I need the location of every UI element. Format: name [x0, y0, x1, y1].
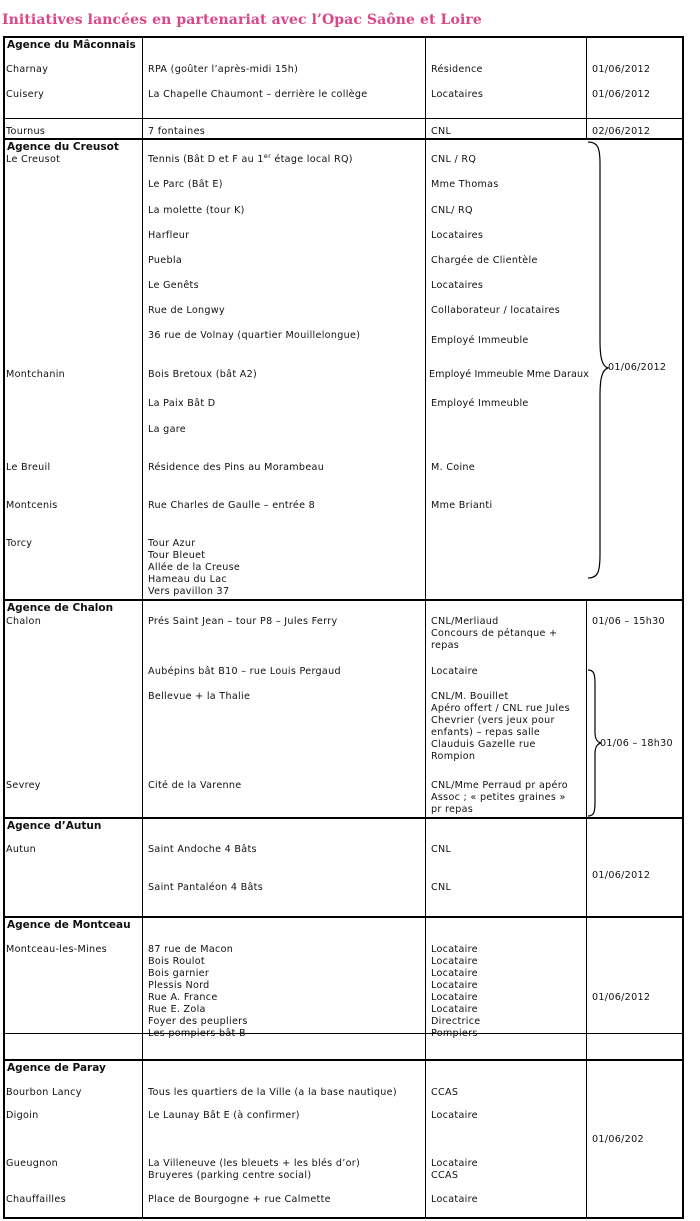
agency-heading-autun: Agence d’Autun [7, 820, 102, 832]
partner-cell: Employé Immeuble Mme Daraux [429, 369, 589, 380]
partner-cell: Assoc ; « petites graines » [431, 792, 566, 803]
partner-cell: repas [431, 640, 460, 651]
date-cell: 01/06/2012 [592, 64, 651, 75]
site-cell: Puebla [148, 255, 183, 266]
site-cell: Bois Roulot [148, 956, 205, 967]
partner-cell: enfants) – repas salle [431, 727, 541, 738]
site-cell: Hameau du Lac [148, 574, 227, 585]
partner-cell: Locataire [431, 666, 478, 677]
site-cell: 7 fontaines [148, 126, 206, 137]
partner-cell: CNL / RQ [431, 154, 477, 165]
section-divider [3, 1059, 684, 1061]
partner-cell: Locataires [431, 230, 484, 241]
partner-cell: Locataire [431, 1158, 478, 1169]
site-cell: Bois Bretoux (bât A2) [148, 369, 258, 380]
site-cell: Prés Saint Jean – tour P8 – Jules Ferry [148, 616, 338, 627]
partner-cell: Locataire [431, 944, 478, 955]
section-divider [3, 599, 684, 601]
partner-cell: CNL [431, 844, 452, 855]
partner-cell: CCAS [431, 1170, 459, 1181]
site-cell: Tous les quartiers de la Ville (a la base nautique) [148, 1087, 397, 1098]
date-cell: 01/06/2012 [592, 89, 651, 100]
place-cell: Sevrey [6, 780, 41, 791]
agency-heading-paray: Agence de Paray [7, 1062, 106, 1074]
site-cell: Rue de Longwy [148, 305, 225, 316]
partner-cell: Employé Immeuble [431, 398, 529, 409]
place-cell: Bourbon Lancy [6, 1087, 82, 1098]
site-cell: La Chapelle Chaumont – derrière le collège [148, 89, 368, 100]
site-cell: Cité de la Varenne [148, 780, 242, 791]
row-divider [3, 118, 684, 119]
site-cell: Rue Charles de Gaulle – entrée 8 [148, 500, 316, 511]
site-cell: Tour Bleuet [148, 550, 206, 561]
partner-cell: Clauduis Gazelle rue [431, 739, 536, 750]
partner-cell: Locataires [431, 89, 484, 100]
partner-cell: Mme Brianti [431, 500, 493, 511]
partner-cell: CNL [431, 126, 452, 137]
partner-cell: Locataire [431, 1110, 478, 1121]
site-cell: RPA (goûter l’après-midi 15h) [148, 64, 299, 75]
site-cell: Bruyeres (parking centre social) [148, 1170, 312, 1181]
date-cell: 01/06/202 [592, 1134, 644, 1145]
date-cell: 02/06/2012 [592, 126, 651, 137]
place-cell: Le Breuil [6, 462, 51, 473]
site-cell: Le Genêts [148, 280, 199, 291]
site-cell: Plessis Nord [148, 980, 210, 991]
curly-brace [586, 140, 616, 580]
agency-heading-chalon: Agence de Chalon [7, 602, 114, 614]
agency-heading-montceau: Agence de Montceau [7, 919, 131, 931]
site-cell: Rue E. Zola [148, 1004, 206, 1015]
place-cell: Gueugnon [6, 1158, 59, 1169]
place-cell: Le Creusot [6, 154, 61, 165]
date-cell: 01/06/2012 [592, 992, 651, 1003]
site-cell: Vers pavillon 37 [148, 586, 230, 597]
partner-cell: Locataire [431, 980, 478, 991]
column-divider [425, 37, 426, 1218]
date-cell: 01/06/2012 [592, 870, 651, 881]
place-cell: Cuisery [6, 89, 45, 100]
partner-cell: CNL [431, 882, 452, 893]
section-divider [3, 916, 684, 918]
column-divider [586, 37, 587, 140]
partner-cell: CNL/Merliaud [431, 616, 499, 627]
partner-cell: Employé Immeuble [431, 335, 529, 346]
date-cell: 01/06 – 15h30 [592, 616, 665, 627]
site-cell: Place de Bourgogne + rue Calmette [148, 1194, 331, 1205]
table-frame [3, 36, 684, 1219]
partner-cell: CNL/ RQ [431, 205, 473, 216]
place-cell: Digoin [6, 1110, 39, 1121]
partner-cell: Locataire [431, 956, 478, 967]
partner-cell: Apéro offert / CNL rue Jules [431, 703, 570, 714]
site-cell: Allée de la Creuse [148, 562, 241, 573]
partner-cell: Locataire [431, 992, 478, 1003]
site-cell: Rue A. France [148, 992, 218, 1003]
partner-cell: Locataire [431, 1194, 478, 1205]
site-cell: Tennis (Bât D et F au 1er étage local RQ) [148, 151, 353, 165]
site-cell: La Paix Bât D [148, 398, 216, 409]
partner-cell: Rompion [431, 751, 476, 762]
partner-cell: Mme Thomas [431, 179, 499, 190]
place-cell: Torcy [6, 538, 33, 549]
site-cell: Les pompiers bât B [148, 1028, 246, 1039]
site-cell: Bellevue + la Thalie [148, 691, 251, 702]
site-cell: Harfleur [148, 230, 190, 241]
partner-cell: Chevrier (vers jeux pour [431, 715, 555, 726]
partner-cell: CCAS [431, 1087, 459, 1098]
partner-cell: Locataire [431, 968, 478, 979]
date-cell: 01/06 – 18h30 [600, 738, 673, 749]
column-divider [142, 37, 143, 1218]
place-cell: Chalon [6, 616, 42, 627]
partner-cell: Directrice [431, 1016, 481, 1027]
site-cell: 36 rue de Volnay (quartier Mouillelongue) [148, 330, 361, 341]
partner-cell: Pompiers [431, 1028, 478, 1039]
place-cell: Montcenis [6, 500, 58, 511]
agency-heading-creusot: Agence du Creusot [7, 141, 119, 153]
place-cell: Charnay [6, 64, 49, 75]
place-cell: Montchanin [6, 369, 66, 380]
date-cell: 01/06/2012 [608, 362, 667, 373]
site-cell: Le Launay Bât E (à confirmer) [148, 1110, 300, 1121]
place-cell: Autun [6, 844, 37, 855]
place-cell: Montceau-les-Mines [6, 944, 107, 955]
document-title: Initiatives lancées en partenariat avec l’Opac Saône et Loire [2, 12, 482, 28]
partner-cell: Collaborateur / locataires [431, 305, 561, 316]
partner-cell: M. Coine [431, 462, 475, 473]
site-cell: La Villeneuve (les bleuets + les blés d’or) [148, 1158, 361, 1169]
section-divider [3, 138, 684, 140]
site-cell: Résidence des Pins au Morambeau [148, 462, 325, 473]
partner-cell: Résidence [431, 64, 483, 75]
site-cell: La gare [148, 424, 186, 435]
site-cell: 87 rue de Macon [148, 944, 234, 955]
partner-cell: Chargée de Clientèle [431, 255, 538, 266]
partner-cell: CNL/M. Bouillet [431, 691, 509, 702]
section-divider [3, 817, 684, 819]
row-divider [3, 1033, 684, 1034]
site-cell: Saint Andoche 4 Bâts [148, 844, 257, 855]
agency-heading-maconnais: Agence du Mâconnais [7, 39, 136, 51]
site-cell: Saint Pantaléon 4 Bâts [148, 882, 264, 893]
place-cell: Chauffailles [6, 1194, 66, 1205]
site-cell: La molette (tour K) [148, 205, 245, 216]
site-cell: Foyer des peupliers [148, 1016, 248, 1027]
site-cell: Bois garnier [148, 968, 210, 979]
partner-cell: pr repas [431, 804, 474, 815]
partner-cell: Locataire [431, 1004, 478, 1015]
site-cell: Aubépins bât B10 – rue Louis Pergaud [148, 666, 341, 677]
site-cell: Tour Azur [148, 538, 196, 549]
partner-cell: CNL/Mme Perraud pr apéro [431, 780, 568, 791]
site-cell: Le Parc (Bât E) [148, 179, 223, 190]
place-cell: Tournus [6, 126, 46, 137]
partner-cell: Locataires [431, 280, 484, 291]
partner-cell: Concours de pétanque + [431, 628, 558, 639]
